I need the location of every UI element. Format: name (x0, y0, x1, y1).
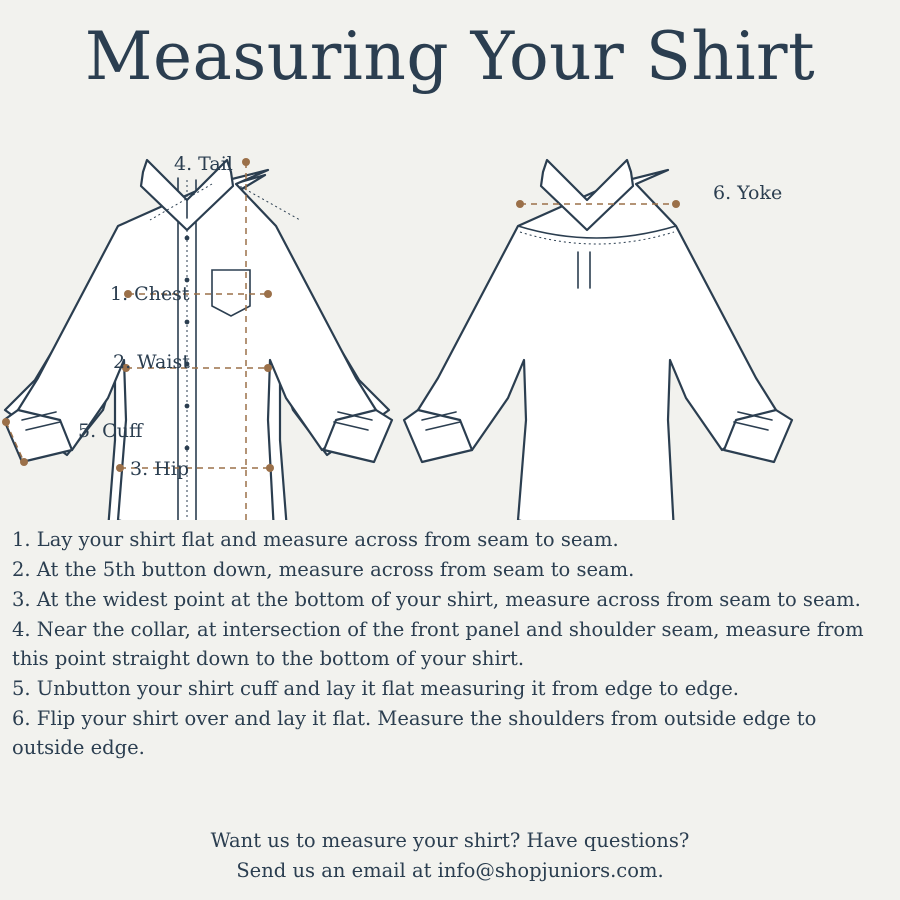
instruction-item: 5. Unbutton your shirt cuff and lay it flat measuring it from edge to edge. (12, 677, 739, 700)
callout-label-tail: 4. Tail (174, 153, 233, 175)
footer-line-email: Send us an email at info@shopjuniors.com. (236, 859, 664, 882)
instruction-item: 4. Near the collar, at intersection of the front panel and shoulder seam, measure from this point straight down to the bottom of your shirt. (12, 618, 864, 670)
footer-line-question: Want us to measure your shirt? Have questions? (210, 829, 690, 852)
callout-label-cuff: 5. Cuff (78, 420, 143, 442)
shirt-measurement-diagram (0, 120, 900, 520)
callout-label-hip: 3. Hip (130, 458, 189, 480)
callout-label-chest: 1. Chest (110, 283, 190, 305)
front-shirt (4, 160, 392, 520)
page-title: Measuring Your Shirt (84, 18, 816, 95)
back-shirt (404, 160, 792, 520)
callout-label-waist: 2. Waist (113, 351, 190, 373)
footer-contact (0, 826, 900, 886)
instructions-list (12, 525, 888, 763)
instruction-item: 6. Flip your shirt over and lay it flat. Measure the shoulders from outside edge to outside edge. (12, 707, 817, 759)
callout-label-yoke: 6. Yoke (713, 182, 783, 204)
instruction-item: 1. Lay your shirt flat and measure across from seam to seam. (12, 528, 619, 551)
instruction-item: 3. At the widest point at the bottom of your shirt, measure across from seam to seam. (12, 588, 861, 611)
instruction-item: 2. At the 5th button down, measure across from seam to seam. (12, 558, 635, 581)
